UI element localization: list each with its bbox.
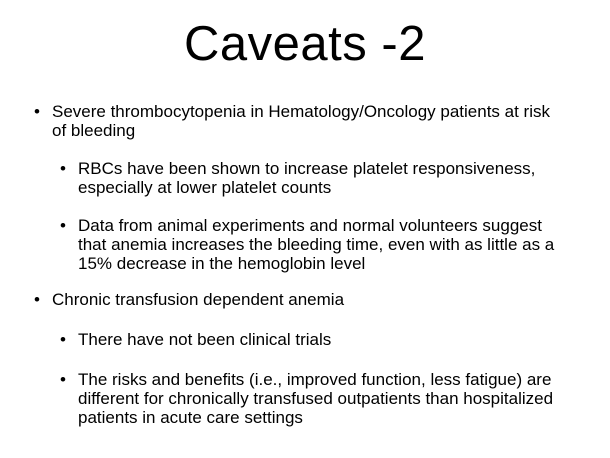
bullet-marker: • — [60, 370, 66, 389]
bullet-text-line: especially at lower platelet counts — [78, 178, 332, 197]
bullet-text-line: Data from animal experiments and normal volunteers suggest — [78, 216, 542, 235]
bullet-text-line: that anemia increases the bleeding time, even with as little as a — [78, 235, 555, 254]
sub-bullet-item — [60, 216, 555, 273]
bullet-marker: • — [34, 102, 40, 121]
bullet-text-line: patients in acute care settings — [78, 408, 303, 427]
bullet-text-line: There have not been clinical trials — [78, 330, 332, 349]
bullet-item — [34, 102, 550, 140]
bullet-marker: • — [34, 290, 40, 309]
bullet-text-line: different for chronically transfused outpatients than hospitalized — [78, 389, 554, 408]
bullet-marker: • — [60, 159, 66, 178]
bullet-text-line: The risks and benefits (i.e., improved function, less fatigue) are — [78, 370, 552, 389]
bullet-text-line: Severe thrombocytopenia in Hematology/Oncology patients at risk — [52, 102, 550, 121]
bullet-text-line: of bleeding — [52, 121, 136, 140]
sub-bullet-item — [60, 159, 536, 197]
bullet-text-line: Chronic transfusion dependent anemia — [52, 290, 345, 309]
bullet-text-line: RBCs have been shown to increase platelet responsiveness, — [78, 159, 536, 178]
bullet-marker: • — [60, 330, 66, 349]
bullet-item — [34, 290, 345, 309]
sub-bullet-item — [60, 330, 332, 349]
sub-bullet-item — [60, 370, 554, 427]
bullet-text-line: 15% decrease in the hemoglobin level — [78, 254, 366, 273]
slide-title: Caveats -2 — [184, 17, 426, 71]
bullet-marker: • — [60, 216, 66, 235]
